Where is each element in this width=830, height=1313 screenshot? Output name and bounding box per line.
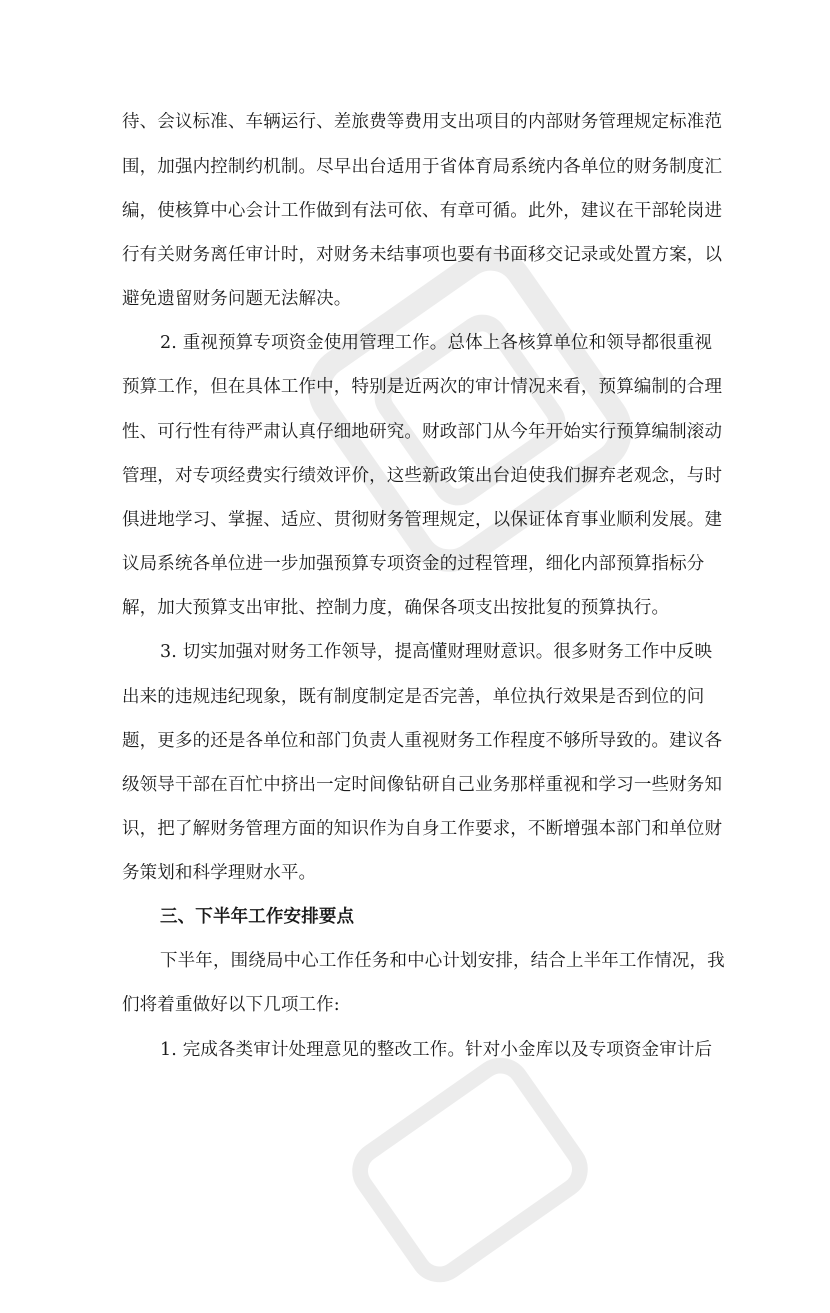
paragraph-line: 解，加大预算支出审批、控制力度，确保各项支出按批复的预算执行。 [122,598,670,618]
paragraph-line: 题，更多的还是各单位和部门负责人重视财务工作程度不够所导致的。建议各 [122,731,723,751]
section-heading: 三、下半年工作安排要点 [160,907,355,927]
paragraph-line: 下半年，围绕局中心工作任务和中心计划安排，结合上半年工作情况，我 [160,951,725,971]
paragraph-line: 俱进地学习、掌握、适应、贯彻财务管理规定，以保证体育事业顺利发展。建 [122,510,723,530]
paragraph-line: 级领导干部在百忙中挤出一定时间像钻研自己业务那样重视和学习一些财务知 [122,775,723,795]
paragraph-line: 待、会议标准、车辆运行、差旅费等费用支出项目的内部财务管理规定标准范 [122,112,723,132]
paragraph-line: 性、可行性有待严肃认真仔细地研究。财政部门从今年开始实行预算编制滚动 [122,422,723,442]
watermark-logo-icon [320,1027,620,1312]
paragraph-line: 围，加强内控制约机制。尽早出台适用于省体育局系统内各单位的财务制度汇 [122,157,723,177]
list-item-1-line: 1. 完成各类审计处理意见的整改工作。针对小金库以及专项资金审计后 [160,1040,713,1060]
watermark-logo-icon [275,215,665,605]
paragraph-line: 议局系统各单位进一步加强预算专项资金的过程管理，细化内部预算指标分 [122,554,705,574]
paragraph-line: 编，使核算中心会计工作做到有法可依、有章可循。此外，建议在干部轮岗进 [122,201,723,221]
paragraph-line: 出来的违规违纪现象，既有制度制定是否完善，单位执行效果是否到位的问 [122,687,705,707]
paragraph-line: 务策划和科学理财水平。 [122,863,317,883]
list-item-2-line: 2. 重视预算专项资金使用管理工作。总体上各核算单位和领导都很重视 [160,333,713,353]
paragraph-line: 行有关财务离任审计时，对财务未结事项也要有书面移交记录或处置方案，以 [122,245,723,265]
paragraph-line: 管理，对专项经费实行绩效评价，这些新政策出台迫使我们摒弃老观念，与时 [122,466,723,486]
paragraph-line: 预算工作，但在具体工作中，特别是近两次的审计情况来看，预算编制的合理 [122,377,723,397]
list-item-3-line: 3. 切实加强对财务工作领导，提高懂财理财意识。很多财务工作中反映 [160,642,713,662]
paragraph-line: 避免遗留财务问题无法解决。 [122,289,352,309]
paragraph-line: 们将着重做好以下几项工作: [122,995,340,1015]
paragraph-line: 识，把了解财务管理方面的知识作为自身工作要求，不断增强本部门和单位财 [122,819,723,839]
